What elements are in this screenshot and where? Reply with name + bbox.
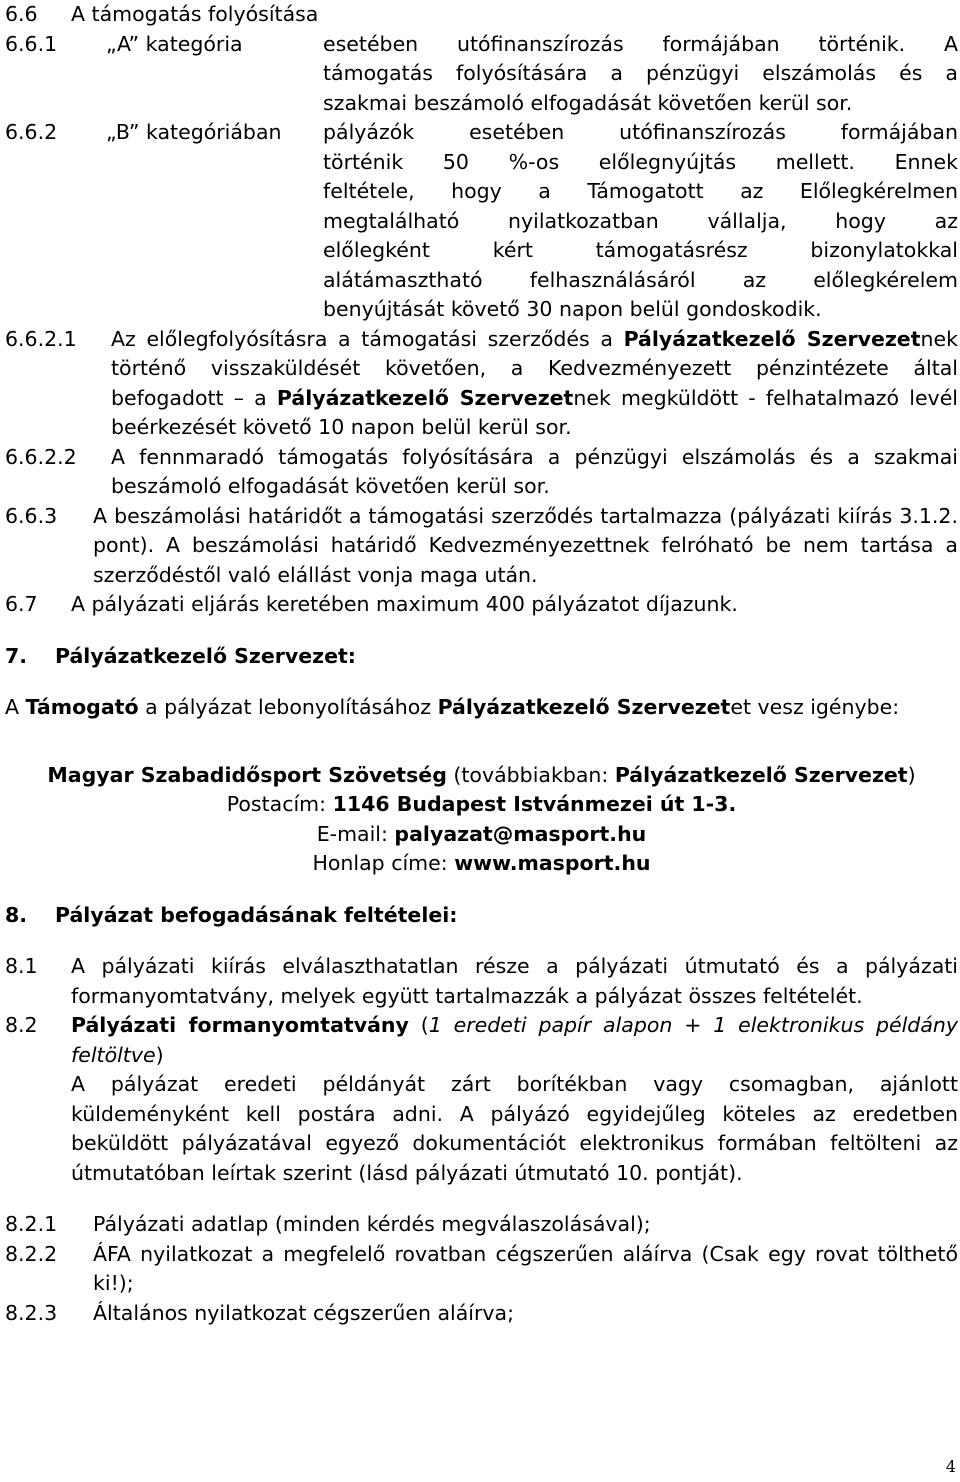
section-number: 8.2.1 — [5, 1212, 58, 1236]
section-8-2-1 — [5, 1210, 958, 1240]
paragraph: A pályázati eljárás keretében maximum 400 pályázatot díjazunk. — [71, 592, 738, 616]
section-6-7 — [5, 590, 958, 620]
website-link[interactable]: www.masport.hu — [454, 851, 651, 875]
section-number: 6.6.1 — [5, 31, 58, 56]
paragraph: Az előlegfolyósításra a támogatási szerződés a Pályázatkezelő Szervezetnek történő visszaküldését követően, a Kedvezményezett pénzintézete által befogadott – a Pályázatkezelő Szervezetnek megküldött - felhatalmazó levél beérkezését követő 10 napon belül kerül sor. — [111, 326, 958, 439]
paragraph: Pályázati adatlap (minden kérdés megválaszolásával); — [93, 1212, 651, 1236]
org-name-line: Magyar Szabadidősport Szövetség (továbbiakban: Pályázatkezelő Szervezet) — [47, 762, 916, 787]
postal-address: Postacím: 1146 Budapest Istvánmezei út 1-3. — [226, 792, 737, 816]
paragraph: A beszámolási határidőt a támogatási szerződés tartalmazza (pályázati kiírás 3.1.2. pont). A beszámolási határidő Kedvezményezettnek felróható be nem tartása a szerződéstől való elállást vonja maga után. — [93, 503, 958, 587]
section-number: 8.2 — [5, 1013, 38, 1037]
section-6-6-2-2 — [5, 443, 958, 502]
supporter-bold: Támogató — [25, 695, 139, 719]
org-name-bold: Pályázatkezelő Szervezet — [276, 385, 574, 410]
section-8-2-3 — [5, 1299, 958, 1329]
paragraph-line: feltétele, hogy a Támogatott az Előlegkérelmen — [323, 179, 958, 203]
form-heading: Pályázati formanyomtatvány (1 eredeti papír alapon + 1 elektronikus példány feltöltve) — [71, 1013, 959, 1067]
email-address: E-mail: palyazat@masport.hu — [316, 821, 647, 846]
page-number: 4 — [945, 1457, 956, 1476]
section-8-2-2 — [5, 1240, 958, 1299]
paragraph: A pályázati kiírás elválaszthatatlan része a pályázati útmutató és a pályázati formanyomtatvány, melyek együtt tartalmazzák a pályázat összes feltételét. — [71, 954, 958, 1008]
form-title: Pályázati formanyomtatvány — [71, 1013, 409, 1037]
section-6-6-3 — [5, 502, 958, 591]
section-number: 6.6.3 — [5, 503, 58, 528]
paragraph: A pályázat eredeti példányát zárt borítékban vagy csomagban, ajánlott küldeményként kell postára adni. A pályázó egyidejűleg köteles az eredetben beküldött pályázatával egyező dokumentációt elektronikus formában feltölteni az útmutatóban leírtak szerint (lásd pályázati útmutató 10. pontját). — [71, 1072, 958, 1185]
intro-paragraph: A Támogató a pályázat lebonyolításához Pályázatkezelő Szervezetet vesz igénybe: — [5, 695, 900, 719]
paragraph-line: szakmai beszámoló elfogadását követően kerül sor. — [323, 90, 853, 115]
paragraph-line: benyújtását követő 30 napon belül gondoskodik. — [323, 297, 822, 321]
website: Honlap címe: www.masport.hu — [312, 851, 651, 875]
paragraph-line: pályázók esetében utófinanszírozás formájában — [323, 120, 958, 144]
section-8-1 — [5, 952, 958, 1011]
section-title: Pályázatkezelő Szervezet: — [55, 643, 356, 668]
section-number: 8.1 — [5, 954, 38, 978]
section-number: 8.2.3 — [5, 1300, 58, 1325]
section-number: 6.6.2.1 — [5, 326, 77, 351]
section-number: 6.6 — [5, 2, 38, 26]
document-page — [5, 0, 958, 1328]
section-number: 6.6.2.2 — [5, 444, 77, 469]
copies-note: 1 eredeti papír alapon + 1 elektronikus példány feltöltve — [71, 1013, 959, 1067]
section-6-6-1 — [5, 30, 958, 60]
section-6-6-heading — [5, 0, 958, 30]
section-6-6-2 — [5, 118, 958, 148]
paragraph-line: esetében utófinanszírozás formájában történik. A — [323, 31, 958, 56]
org-name-bold: Pályázatkezelő Szervezet — [437, 695, 731, 719]
section-number: 8. — [5, 902, 28, 927]
paragraph-line: megtalálható nyilatkozatban vállalja, hogy az — [323, 208, 958, 233]
org-short-name: Pályázatkezelő Szervezet — [614, 762, 908, 787]
paragraph-line: alátámasztható felhasználásáról az előlegkérelem — [323, 267, 958, 292]
section-8-2 — [5, 1011, 958, 1188]
paragraph: A fennmaradó támogatás folyósítására a pénzügyi elszámolás és a szakmai beszámoló elfogadását követően kerül sor. — [111, 444, 958, 498]
section-6-6-2-1 — [5, 325, 958, 443]
org-contact-block — [5, 761, 958, 879]
section-number: 7. — [5, 643, 28, 668]
paragraph: Általános nyilatkozat cégszerűen aláírva; — [93, 1300, 515, 1325]
category-label: „B” kategóriában — [106, 120, 282, 144]
section-7-heading — [5, 642, 958, 672]
section-number: 6.6.2 — [5, 120, 58, 144]
section-title: A támogatás folyósítása — [71, 2, 319, 26]
category-label: „A” kategória — [106, 31, 243, 56]
paragraph-line: támogatás folyósítására a pénzügyi elszámolás és a — [323, 61, 958, 85]
paragraph-line: történik 50 %-os előlegnyújtás mellett. Ennek — [323, 149, 958, 174]
section-number: 8.2.2 — [5, 1241, 58, 1266]
section-8-heading — [5, 901, 958, 931]
paragraph: ÁFA nyilatkozat a megfelelő rovatban cégszerűen aláírva (Csak egy rovat tölthető ki!); — [93, 1241, 958, 1295]
org-name-bold: Pályázatkezelő Szervezet — [623, 326, 921, 351]
section-number: 6.7 — [5, 592, 38, 616]
email-link[interactable]: palyazat@masport.hu — [394, 821, 647, 846]
org-full-name: Magyar Szabadidősport Szövetség — [47, 762, 447, 787]
paragraph-line: előlegként kért támogatásrész bizonylatokkal — [323, 238, 958, 262]
section-title: Pályázat befogadásának feltételei: — [55, 902, 458, 927]
